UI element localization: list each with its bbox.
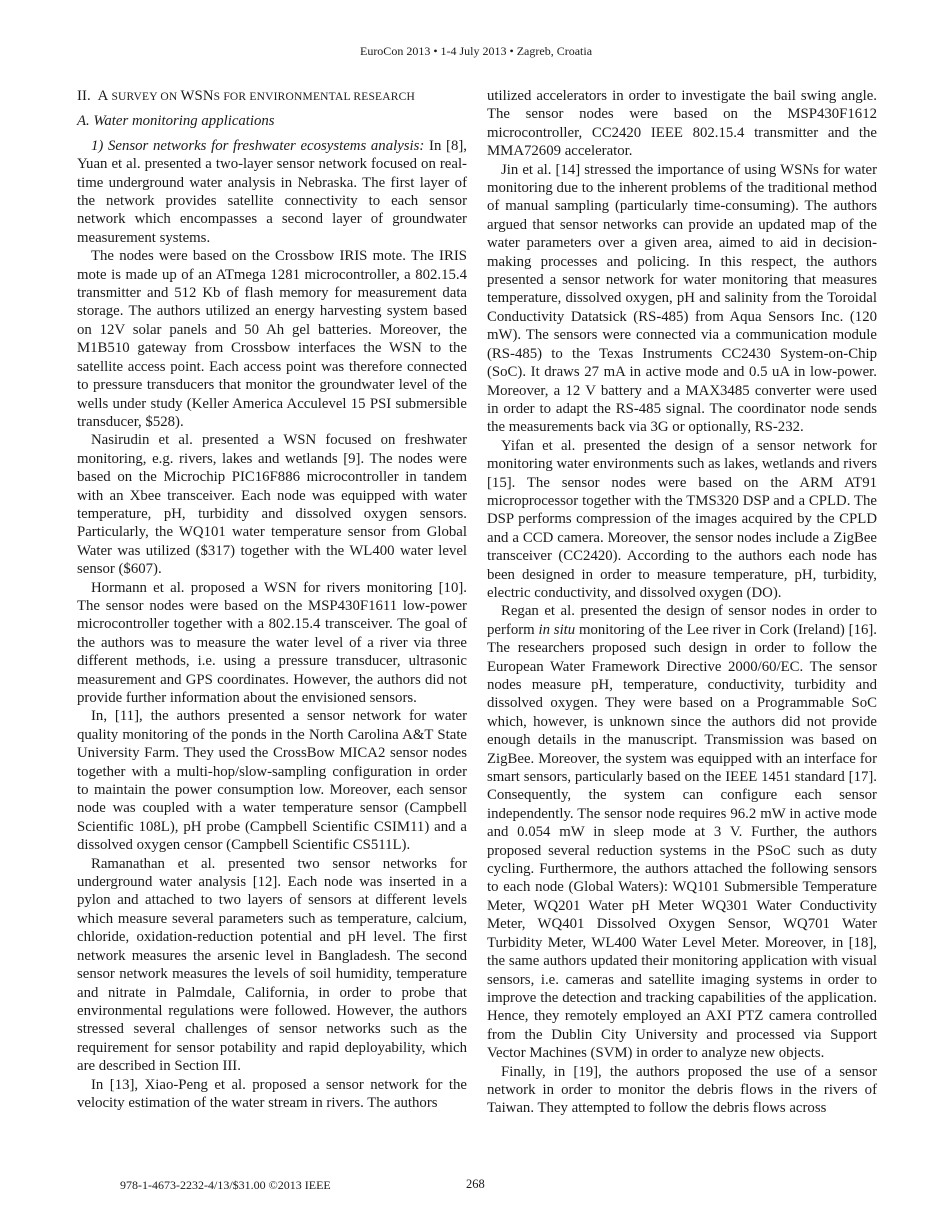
paragraph-body: In [8], Yuan et al. presented a two-layer sensor network focused on real-time underground water analysis in Nebraska. The first layer of the network provides satellite connectivity to each sensor network which encompasses a second layer of groundwater measurement systems. xyxy=(77,137,467,246)
paragraph-debris-flows: Finally, in [19], the authors proposed the use of a sensor network in order to monitor the debris flows in the rivers of Taiwan. They attempted to follow the debris flows across xyxy=(487,1063,877,1117)
section-title-acronym: WSN xyxy=(180,88,214,104)
section-title-smallcaps-2: S FOR ENVIRONMENTAL RESEARCH xyxy=(213,91,416,103)
paragraph-nasirudin: Nasirudin et al. presented a WSN focused on freshwater monitoring, e.g. rivers, lakes and wetlands [9]. The nodes were based on the Microchip PIC16F886 microcontroller in tandem with an Xbee transceiver. Each node was equipped with water temperature, pH, turbidity and dissolved oxygen sensors. Particularly, the WQ101 water temperature sensor from Global Water was utilized ($317) together with the WL400 water level sensor ($607). xyxy=(77,432,467,578)
paragraph-yifan: Yifan et al. presented the design of a sensor network for monitoring water environments such as lakes, wetlands and rivers [15]. The sensor nodes were based on the ARM AT91 microprocessor together with the TMS320 DSP and a CPLD. The DSP performs compression of the images acquired by the CPLD and a CCD camera. Moreover, the sensor nodes include a ZigBee transceiver (CC2420). According to the authors each node has been designed in order to measure temperature, pH, turbidity, electric conductivity, and dissolved oxygen (DO). xyxy=(487,437,877,601)
paragraph-regan-emphasis: in situ xyxy=(538,621,576,638)
paragraph-regan-part-1: Regan et al. presented the design of sensor nodes in order to perform xyxy=(487,603,877,638)
paragraph-jin: Jin et al. [14] stressed the importance of using WSNs for water monitoring due to the inherent problems of the traditional method of manual sampling (particularly time-consuming). The authors argued that sensor networks can provide an updated map of the water parameters over a given area, aimed to aid in decision-making processes and policing. In this respect, the authors presented a sensor network for water monitoring that measures temperature, dissolved oxygen, pH and salinity from the Toroidal Conductivity Datatsick (RS-485) from Aqua Sensors Inc. (120 mW). The sensors were connected via a communication module (RS-485) to the Texas Instruments CC2430 System-on-Chip (SoC). It draws 27 mA in active mode and 0.5 uA in low-power. Moreover, a 12 V battery and a MAX3485 converter were used in order to adapt the RS-485 signal. The coordinator node sends the measurements back via 3G or optionally, RS-232. xyxy=(487,161,877,436)
page-number: 268 xyxy=(466,1177,485,1191)
paragraph-lead-in: 1) Sensor networks for freshwater ecosystems analysis: xyxy=(91,137,425,154)
paragraph-freshwater xyxy=(77,137,467,247)
section-heading xyxy=(77,87,467,106)
subsection-heading: A. Water monitoring applications xyxy=(77,113,275,130)
section-number: II. xyxy=(77,88,91,104)
paragraph-continued: utilized accelerators in order to investigate the bail swing angle. The sensor nodes were based on the MSP430F1612 microcontroller, CC2420 IEEE 802.15.4 transmitter and the MMA72609 accelerator. xyxy=(487,88,877,160)
paragraph-regan xyxy=(487,602,877,1062)
paragraph-regan-part-2: monitoring of the Lee river in Cork (Ireland) [16]. The researchers proposed such design in order to follow the European Water Framework Directive 2000/60/EC. The sensor nodes measure pH, temperature, conductivity, turbidity and dissolved oxygen. They were based on a Programmable SoC which, however, is unknown since the authors did not provide enough details in the manuscript. Transmission was based on ZigBee. Moreover, the system was equipped with an interface for smart sensors, particularly based on the IEEE 1451 standard [17]. Consequently, the system can configure each sensor independently. The sensor node requires 96.2 mW in active mode and 0.054 mW in sleep mode at 3 V. Further, the authors proposed several reduction systems in the PSoC such as duty cycling. Furthermore, the authors attached the following sensors to each node (Global Waters): WQ101 Submersible Temperature Meter, WQ201 Water pH Meter WQ301 Water Conductivity Meter, WQ401 Dissolved Oxygen Sensor, WQ701 Water Turbidity Meter, WL400 Water Level Meter. Moreover, in [18], the same authors updated their monitoring application with visual sensors, i.e. cameras and satellite imaging systems in order to improve the detection and tracking capabilities of the application. Hence, they remotely employed an AXI PTZ camera controlled from the Dublin City University and processed via Support Vector Machines (SVM) in order to analyze new objects. xyxy=(487,621,877,1062)
section-title-smallcaps-1: SURVEY ON xyxy=(111,91,181,103)
paragraph-ponds: In, [11], the authors presented a sensor network for water quality monitoring of the ponds in the North Carolina A&T State University Farm. They used the CrossBow MICA2 sensor nodes together with a multi-hop/slow-sampling configuration in order to maintain the power consumption low. Moreover, each sensor node was coupled with a water temperature sensor (Campbell Scientific 108L), pH probe (Campbell Scientific CSIM11) and a dissolved oxygen censor (Campbell Scientific CS511L). xyxy=(77,708,467,854)
paragraph-hormann: Hormann et al. proposed a WSN for rivers monitoring [10]. The sensor nodes were based on the MSP430F1611 low-power microcontroller together with a 802.15.4 transceiver. The goal of the authors was to measure the water level of a river via three different methods, i.e. using a pressure transducer, ultrasonic measurement and GPS coordinates. However, the authors did not provide further information about the envisioned sensors. xyxy=(77,579,467,706)
section-title-word-1: A xyxy=(97,88,112,104)
right-column xyxy=(487,87,877,1118)
left-column xyxy=(77,87,467,1112)
footer-isbn: 978-1-4673-2232-4/13/$31.00 ©2013 IEEE xyxy=(120,1178,331,1192)
paragraph-xiao-peng: In [13], Xiao-Peng et al. proposed a sensor network for the velocity estimation of the water stream in rivers. The authors xyxy=(77,1076,467,1111)
running-header: EuroCon 2013 • 1-4 July 2013 • Zagreb, Croatia xyxy=(359,44,593,58)
paragraph-ramanathan: Ramanathan et al. presented two sensor networks for underground water analysis [12]. Each node was inserted in a pylon and attached to two layers of sensors at different levels which measure several parameters such as temperature, calcium, chloride, oxidation-reduction potential and pH level. The first network measures the arsenic level in Bangladesh. The second sensor network measures the levels of soil humidity, temperature and nitrate in Palmdale, California, in order to probe that environmental regulations were followed. However, the authors stressed several challenges of sensor networks such as the requirement for sensor potability and rapid deployability, which are described in Section III. xyxy=(77,855,467,1075)
paragraph-iris-mote: The nodes were based on the Crossbow IRIS mote. The IRIS mote is made up of an ATmega 1281 microcontroller, a 802.15.4 transmitter and 512 Kb of flash memory for measurement data storage. The authors utilized an energy harvesting system based on 12V solar panels and 50 Ah gel batteries. Moreover, the M1B510 gateway from Crossbow interfaces the WSN to the satellite access point. Each access point was therefore connected to pressure transducers that monitor the groundwater level of the wells under study (Keller America Acculevel 15 PSI submersible transducer, $528). xyxy=(77,248,467,430)
